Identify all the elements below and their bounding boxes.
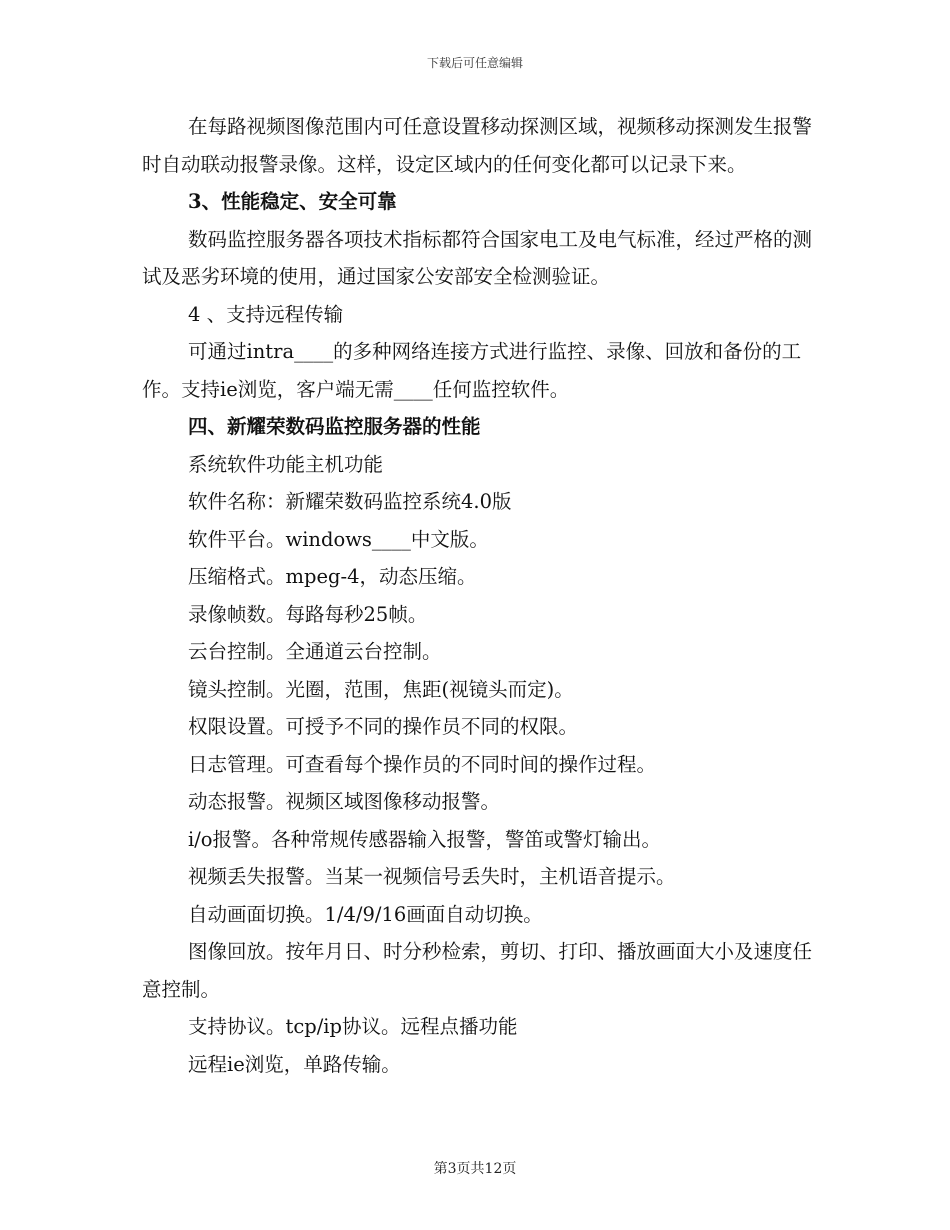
page-footer: 第3页共12页 — [433, 1161, 517, 1177]
list-item: 软件平台。windows____中文版。 — [188, 527, 489, 551]
list-item: 镜头控制。光圈，范围，焦距(视镜头而定)。 — [188, 677, 574, 701]
list-item: 视频丢失报警。当某一视频信号丢失时，主机语音提示。 — [188, 865, 676, 888]
list-item: 远程ie浏览，单路传输。 — [188, 1052, 401, 1076]
heading-stability: 3、性能稳定、安全可靠 — [188, 190, 397, 213]
list-item: 权限设置。可授予不同的操作员不同的权限。 — [188, 715, 579, 738]
section-heading-performance: 四、新耀荣数码监控服务器的性能 — [188, 415, 481, 438]
document-body — [142, 108, 814, 1083]
paragraph-standards: 数码监控服务器各项技术指标都符合国家电工及电气标准，经过严格的测试及恶劣环境的使用，通过国家公安部安全检测验证。 — [142, 227, 813, 288]
list-item: 支持协议。tcp/ip协议。远程点播功能 — [188, 1015, 518, 1038]
list-item: 系统软件功能主机功能 — [188, 452, 384, 476]
list-item: 软件名称：新耀荣数码监控系统4.0版 — [188, 490, 512, 513]
list-item: i/o报警。各种常规传感器输入报警，警笛或警灯输出。 — [188, 827, 662, 851]
paragraph-motion-detection: 在每路视频图像范围内可任意设置移动探测区域，视频移动探测发生报警时自动联动报警录像。这样，设定区域内的任何变化都可以记录下来。 — [142, 115, 813, 176]
list-item: 动态报警。视频区域图像移动报警。 — [188, 790, 501, 813]
list-item: 图像回放。按年月日、时分秒检索，剪切、打印、播放画面大小及速度任意控制。 — [142, 940, 813, 1001]
list-item: 日志管理。可查看每个操作员的不同时间的操作过程。 — [188, 752, 657, 776]
list-item: 云台控制。全通道云台控制。 — [188, 640, 442, 663]
heading-remote-transfer: 4 、支持远程传输 — [188, 302, 344, 326]
list-item: 压缩格式。mpeg-4，动态压缩。 — [188, 565, 477, 588]
list-item: 自动画面切换。1/4/9/16画面自动切换。 — [188, 902, 543, 926]
page-header: 下载后可任意编辑 — [426, 56, 523, 70]
list-item: 录像帧数。每路每秒25帧。 — [188, 602, 428, 626]
paragraph-network: 可通过intra____的多种网络连接方式进行监控、录像、回放和备份的工作。支持ie浏览，客户端无需____任何监控软件。 — [142, 340, 802, 401]
